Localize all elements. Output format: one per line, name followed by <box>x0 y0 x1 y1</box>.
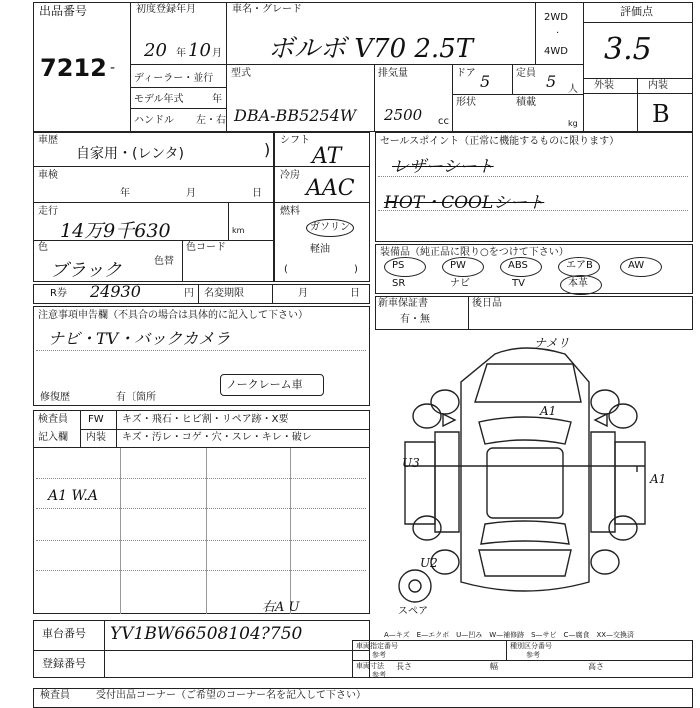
color-code-label: 色コード <box>186 242 226 253</box>
equipment-item: 本革 <box>568 278 588 289</box>
handle-label: ハンドル <box>134 115 174 126</box>
doors-label: ドア <box>456 68 476 79</box>
model-name: ボルボ V70 2.5T <box>268 34 474 64</box>
car-diagram <box>375 332 693 622</box>
seats-value: 5 <box>546 72 557 91</box>
load-label: 積載 <box>516 97 536 108</box>
seats-label: 定員 <box>516 68 536 79</box>
name-change-label: 名変期限 <box>204 288 244 299</box>
history-value: 自家用・(レンタ) <box>76 146 185 162</box>
color-change-label: 色替 <box>154 256 174 267</box>
repair-value: 有〔箇所 <box>116 392 156 403</box>
equipment-item: AW <box>628 260 645 271</box>
fuel-gasoline: ガソリン <box>310 222 350 233</box>
owner-label: 後日品 <box>472 298 502 309</box>
footer-text: 受付出品コーナー（ご希望のコーナー名を記入して下さい） <box>96 690 366 701</box>
first-reg-year: 20 <box>144 40 167 61</box>
type-value: DBA-BB5254W <box>234 106 357 125</box>
color-label: 色 <box>38 242 48 253</box>
sales-frame <box>375 132 693 242</box>
first-reg-label: 初度登録年月 <box>136 4 196 15</box>
note-a1-wa: A1 W.A <box>48 488 98 504</box>
score-value: 3.5 <box>604 32 652 67</box>
mileage-label: 走行 <box>38 206 58 217</box>
equipment-item: PW <box>450 260 466 271</box>
drive-2wd: 2WD <box>544 12 568 23</box>
equipment-item: ABS <box>508 260 528 271</box>
mileage-value: 14万9千630 <box>60 220 171 242</box>
doors-value: 5 <box>480 72 491 91</box>
recycle-value: 24930 <box>90 282 141 301</box>
mark-a1-top: A1 <box>540 404 557 418</box>
note-bottom: 右A U <box>262 600 300 615</box>
chassis-label: 車台番号 <box>42 627 86 640</box>
handle-options: 左・右 <box>196 115 226 126</box>
shift-value: AT <box>312 144 342 169</box>
repair-label: 修復歴 <box>40 392 70 403</box>
mark-u2: U2 <box>420 556 438 570</box>
first-reg-month: 10 <box>188 40 211 61</box>
type-label: 型式 <box>231 68 251 79</box>
model-year-label: モデル年式 <box>134 94 184 105</box>
dealer-label: ディーラー・並行 <box>134 73 214 84</box>
equipment-item: SR <box>392 278 406 289</box>
equipment-item: PS <box>392 260 405 271</box>
equipment-label: 装備品（純正品に限り○をつけて下さい） <box>380 247 569 258</box>
entry-label: 記入欄 <box>38 432 68 443</box>
warranty-options: 有・無 <box>400 314 430 325</box>
sales-line-1: レザーシート <box>392 157 494 177</box>
fw-items: キズ・飛石・ヒビ割・リペア跡・X要 <box>122 414 289 425</box>
shape-label: 形状 <box>456 97 476 108</box>
inspection-label: 車検 <box>38 170 58 181</box>
int-items: キズ・汚レ・コゲ・穴・スレ・キレ・破レ <box>122 432 312 443</box>
noclaim-badge: ノークレーム車 <box>226 378 303 391</box>
interior-grade: B <box>652 100 670 128</box>
mark-top: ナメリ <box>534 336 570 350</box>
fuel-label: 燃料 <box>280 206 300 217</box>
notes-value: ナビ・TV・バックカメラ <box>48 329 231 348</box>
score-label: 評価点 <box>620 5 653 18</box>
equipment-item: ナビ <box>450 278 470 289</box>
equipment-item: エアB <box>566 260 593 271</box>
recycle-label: R券 <box>50 288 67 299</box>
interior-label: 内装 <box>648 80 668 91</box>
notes-grid <box>33 448 370 614</box>
drive-4wd: 4WD <box>544 46 568 57</box>
fuel-diesel: 軽油 <box>310 244 330 255</box>
footer-label: 検査員 <box>40 690 70 701</box>
history-label: 車歴 <box>38 135 58 146</box>
displacement-label: 排気量 <box>378 68 408 79</box>
ac-label: 冷房 <box>280 170 300 181</box>
color-value: ブラック <box>50 260 122 281</box>
inspector-label: 検査員 <box>38 414 68 425</box>
displacement-value: 2500 <box>384 106 423 124</box>
ac-value: AAC <box>306 176 355 201</box>
reg-label: 登録番号 <box>42 657 86 670</box>
lot-label: 出品番号 <box>39 4 88 18</box>
recycle-row <box>33 284 370 304</box>
warranty-label: 新車保証書 <box>378 298 428 309</box>
spare-label: スペア <box>398 606 428 617</box>
mark-a1-right: A1 <box>650 472 667 486</box>
sales-label: セールスポイント（正常に機能するものに限ります） <box>380 136 620 147</box>
exterior-label: 外装 <box>594 80 614 91</box>
mark-u3: U3 <box>402 456 420 470</box>
model-name-label: 車名・グレード <box>232 4 302 15</box>
lot-number: 7212 <box>40 54 107 82</box>
notes-label: 注意事項申告欄（不具合の場合は具体的に記入して下さい） <box>38 310 308 321</box>
legend-text: A—キズ E—エクボ U—凹み W—補修跡 S—サビ C—腐食 XX—交換済 <box>384 631 635 639</box>
sales-line-2: HOT・COOLシート <box>384 193 545 213</box>
shift-label: シフト <box>280 135 310 146</box>
equipment-item: TV <box>512 278 525 289</box>
chassis-value: YV1BW66508104?750 <box>110 624 303 644</box>
